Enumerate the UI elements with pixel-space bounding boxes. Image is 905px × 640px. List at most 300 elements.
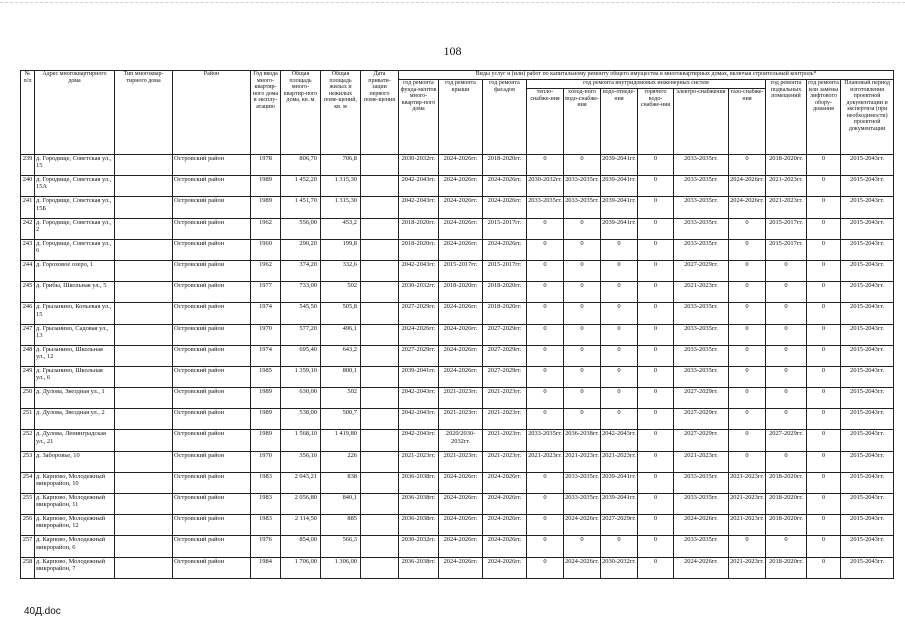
header-services-group: Виды услуг и (или) работ по капитальному ремонту общего имущества в многоквартирных домах, включая строительный контроль* xyxy=(399,71,894,80)
cell-addr: д. Городище, Советская ул., 15 xyxy=(35,155,115,176)
cell-ta: 374,20 xyxy=(281,260,321,281)
cell-ta: 1 452,20 xyxy=(281,176,321,197)
cell-per: 2015-2043гг. xyxy=(841,388,894,409)
cell-pd xyxy=(361,494,399,515)
cell-gas: 0 xyxy=(729,324,766,345)
cell-ta: 1 451,70 xyxy=(281,197,321,218)
cell-elev: 0 xyxy=(807,155,841,176)
cell-type xyxy=(115,324,173,345)
cell-el: 2033-2035гг. xyxy=(674,366,729,387)
cell-heat: 0 xyxy=(527,472,564,493)
cell-el: 2027-2029гг. xyxy=(674,430,729,451)
cell-ra: 1 315,30 xyxy=(321,197,361,218)
cell-ta: 733,00 xyxy=(281,282,321,303)
cell-per: 2015-2043гг. xyxy=(841,345,894,366)
cell-n: 258 xyxy=(21,557,35,578)
cell-elev: 0 xyxy=(807,388,841,409)
cell-fac: 2021-2023гг. xyxy=(483,409,527,430)
cell-sew: 2021-2023гг. xyxy=(601,451,638,472)
cell-ta: 2 056,80 xyxy=(281,494,321,515)
cell-dist: Островский район xyxy=(173,155,251,176)
cell-ra: 199,8 xyxy=(321,239,361,260)
cell-type xyxy=(115,155,173,176)
cell-ta: 556,00 xyxy=(281,218,321,239)
cell-cold: 0 xyxy=(564,260,601,281)
cell-ta: 1 706,00 xyxy=(281,557,321,578)
cell-heat: 0 xyxy=(527,345,564,366)
cell-addr: д. Городище, Советская ул., 6 xyxy=(35,239,115,260)
cell-f: 2042-2043гг. xyxy=(399,430,439,451)
cell-n: 240 xyxy=(21,176,35,197)
cell-el: 2024-2026гг. xyxy=(674,557,729,578)
cell-pd xyxy=(361,430,399,451)
cell-dist: Островский район xyxy=(173,409,251,430)
cell-bas: 2021-2023гг. xyxy=(766,176,807,197)
cell-per: 2015-2043гг. xyxy=(841,515,894,536)
cell-el: 2033-2035гг. xyxy=(674,494,729,515)
cell-bas: 2015-2017гг. xyxy=(766,218,807,239)
cell-pd xyxy=(361,282,399,303)
cell-elev: 0 xyxy=(807,536,841,557)
scan-edge-line xyxy=(0,2,905,4)
cell-el: 2033-2035гг. xyxy=(674,324,729,345)
cell-year: 1974 xyxy=(251,345,281,366)
cell-per: 2015-2043гг. xyxy=(841,239,894,260)
cell-hot: 0 xyxy=(638,472,674,493)
cell-f: 2036-2038гг. xyxy=(399,472,439,493)
cell-type xyxy=(115,197,173,218)
cell-per: 2015-2043гг. xyxy=(841,409,894,430)
cell-ra: 226 xyxy=(321,451,361,472)
cell-n: 254 xyxy=(21,472,35,493)
cell-elev: 0 xyxy=(807,282,841,303)
cell-bas: 0 xyxy=(766,536,807,557)
cell-ta: 545,50 xyxy=(281,303,321,324)
cell-heat: 0 xyxy=(527,324,564,345)
cell-roof: 2024-2026гг. xyxy=(439,557,483,578)
cell-hot: 0 xyxy=(638,324,674,345)
cell-el: 2033-2035гг. xyxy=(674,345,729,366)
cell-cold: 0 xyxy=(564,155,601,176)
cell-gas: 0 xyxy=(729,218,766,239)
cell-n: 241 xyxy=(21,197,35,218)
cell-sew: 2039-2041гг. xyxy=(601,472,638,493)
cell-pd xyxy=(361,536,399,557)
cell-ta: 356,10 xyxy=(281,451,321,472)
cell-heat: 0 xyxy=(527,557,564,578)
cell-type xyxy=(115,176,173,197)
cell-ra: 706,8 xyxy=(321,155,361,176)
cell-f: 2030-2032гг. xyxy=(399,282,439,303)
cell-fac: 2024-2026гг. xyxy=(483,515,527,536)
cell-hot: 0 xyxy=(638,494,674,515)
cell-per: 2015-2043гг. xyxy=(841,494,894,515)
cell-year: 1989 xyxy=(251,176,281,197)
cell-elev: 0 xyxy=(807,515,841,536)
cell-addr: д. Карпово, Молодежный микрорайон, 7 xyxy=(35,557,115,578)
cell-per: 2015-2043гг. xyxy=(841,324,894,345)
cell-fac: 2015-2017гг. xyxy=(483,260,527,281)
cell-roof: 2021-2023гг. xyxy=(439,409,483,430)
cell-el: 2033-2035гг. xyxy=(674,176,729,197)
cell-addr: д. Дулова, Звездная ул., 1 xyxy=(35,388,115,409)
cell-sew: 0 xyxy=(601,324,638,345)
cell-n: 245 xyxy=(21,282,35,303)
cell-ra: 840,1 xyxy=(321,494,361,515)
cell-elev: 0 xyxy=(807,260,841,281)
cell-roof: 2024-2026гг. xyxy=(439,366,483,387)
cell-cold: 0 xyxy=(564,324,601,345)
cell-hot: 0 xyxy=(638,218,674,239)
cell-type xyxy=(115,260,173,281)
table-row xyxy=(21,430,894,451)
table-row xyxy=(21,239,894,260)
cell-el: 2033-2035гг. xyxy=(674,472,729,493)
cell-addr: д. Заборовье, 10 xyxy=(35,451,115,472)
cell-year: 1962 xyxy=(251,218,281,239)
cell-f: 2024-2026гг. xyxy=(399,324,439,345)
header-facade: год ремонта фасадов xyxy=(483,80,527,155)
cell-n: 255 xyxy=(21,494,35,515)
cell-sew: 0 xyxy=(601,260,638,281)
cell-sew: 2042-2043гг. xyxy=(601,430,638,451)
cell-dist: Островский район xyxy=(173,494,251,515)
cell-hot: 0 xyxy=(638,430,674,451)
cell-bas: 2018-2020гг. xyxy=(766,515,807,536)
header-priv-date: Дата привати-зации первого поме-щения xyxy=(361,71,399,155)
cell-bas: 0 xyxy=(766,366,807,387)
cell-fac: 2024-2026гг. xyxy=(483,536,527,557)
cell-hot: 0 xyxy=(638,345,674,366)
cell-elev: 0 xyxy=(807,176,841,197)
cell-el: 2033-2035гг. xyxy=(674,155,729,176)
cell-sew: 2039-2041гг. xyxy=(601,494,638,515)
header-roof: год ремонта крыши xyxy=(439,80,483,155)
cell-ra: 838 xyxy=(321,472,361,493)
cell-sew: 2039-2041гг. xyxy=(601,218,638,239)
table-row xyxy=(21,155,894,176)
cell-heat: 0 xyxy=(527,239,564,260)
cell-pd xyxy=(361,388,399,409)
cell-cold: 2036-2038гг. xyxy=(564,430,601,451)
cell-f: 2021-2023гг. xyxy=(399,451,439,472)
cell-dist: Островский район xyxy=(173,366,251,387)
cell-year: 1983 xyxy=(251,515,281,536)
cell-hot: 0 xyxy=(638,557,674,578)
cell-fac: 2027-2029гг. xyxy=(483,345,527,366)
cell-bas: 2018-2020гг. xyxy=(766,494,807,515)
table-row xyxy=(21,472,894,493)
cell-addr: д. Карпово, Молодежный микрорайон, 11 xyxy=(35,494,115,515)
cell-dist: Островский район xyxy=(173,218,251,239)
table-row xyxy=(21,451,894,472)
cell-ta: 2 043,21 xyxy=(281,472,321,493)
cell-bas: 2021-2023гг. xyxy=(766,197,807,218)
table-row xyxy=(21,366,894,387)
cell-hot: 0 xyxy=(638,239,674,260)
cell-gas: 0 xyxy=(729,536,766,557)
cell-year: 1984 xyxy=(251,557,281,578)
cell-ra: 502 xyxy=(321,388,361,409)
table-row xyxy=(21,197,894,218)
cell-addr: д. Грызанино, Копьевая ул., 15 xyxy=(35,303,115,324)
cell-roof: 2020/2030-2032гг. xyxy=(439,430,483,451)
cell-el: 2021-2023гг. xyxy=(674,282,729,303)
cell-fac: 2024-2026гг. xyxy=(483,239,527,260)
cell-n: 247 xyxy=(21,324,35,345)
header-address: Адрес многоквартирного дома xyxy=(35,71,115,155)
cell-pd xyxy=(361,324,399,345)
cell-dist: Островский район xyxy=(173,176,251,197)
cell-pd xyxy=(361,155,399,176)
cell-roof: 2024-2026гг. xyxy=(439,515,483,536)
cell-pd xyxy=(361,472,399,493)
cell-per: 2015-2043гг. xyxy=(841,155,894,176)
cell-cold: 0 xyxy=(564,303,601,324)
cell-bas: 0 xyxy=(766,409,807,430)
cell-fac: 2021-2023гг. xyxy=(483,388,527,409)
cell-gas: 2021-2023гг. xyxy=(729,472,766,493)
cell-gas: 2021-2023гг. xyxy=(729,494,766,515)
cell-sew: 0 xyxy=(601,239,638,260)
cell-cold: 0 xyxy=(564,409,601,430)
cell-cold: 0 xyxy=(564,239,601,260)
cell-n: 257 xyxy=(21,536,35,557)
cell-bas: 0 xyxy=(766,260,807,281)
cell-sew: 0 xyxy=(601,345,638,366)
cell-pd xyxy=(361,451,399,472)
cell-fac: 2027-2029гг. xyxy=(483,366,527,387)
cell-f: 2042-2043гг. xyxy=(399,197,439,218)
header-hot: горячего водо-снабже-ния xyxy=(638,89,674,155)
cell-addr: д. Городище, Советская ул., 15А xyxy=(35,176,115,197)
cell-fac: 2015-2017гг. xyxy=(483,218,527,239)
cell-gas: 0 xyxy=(729,388,766,409)
cell-roof: 2024-2026гг. xyxy=(439,239,483,260)
cell-per: 2015-2043гг. xyxy=(841,176,894,197)
cell-ra: 502 xyxy=(321,282,361,303)
cell-f: 2027-2029гг. xyxy=(399,345,439,366)
cell-roof: 2021-2023гг. xyxy=(439,388,483,409)
cell-dist: Островский район xyxy=(173,388,251,409)
cell-el: 2027-2029гг. xyxy=(674,388,729,409)
cell-hot: 0 xyxy=(638,176,674,197)
cell-year: 1985 xyxy=(251,366,281,387)
cell-pd xyxy=(361,515,399,536)
cell-ta: 1 359,10 xyxy=(281,366,321,387)
cell-type xyxy=(115,345,173,366)
cell-addr: д. Грызанино, Школьная ул., 6 xyxy=(35,366,115,387)
cell-pd xyxy=(361,176,399,197)
cell-pd xyxy=(361,557,399,578)
capital-repair-table xyxy=(20,70,894,579)
header-num: № п/п xyxy=(21,71,35,155)
table-row xyxy=(21,536,894,557)
cell-sew: 2027-2029гг. xyxy=(601,515,638,536)
cell-addr: д. Карпово, Молодежный микрорайон, 12 xyxy=(35,515,115,536)
cell-n: 250 xyxy=(21,388,35,409)
cell-elev: 0 xyxy=(807,409,841,430)
cell-cold: 2024-2026гг. xyxy=(564,557,601,578)
cell-n: 253 xyxy=(21,451,35,472)
cell-year: 1983 xyxy=(251,472,281,493)
cell-hot: 0 xyxy=(638,409,674,430)
cell-year: 1974 xyxy=(251,303,281,324)
cell-n: 251 xyxy=(21,409,35,430)
cell-elev: 0 xyxy=(807,303,841,324)
cell-n: 242 xyxy=(21,218,35,239)
cell-heat: 2030-2032гг. xyxy=(527,176,564,197)
cell-f: 2042-2043гг. xyxy=(399,176,439,197)
cell-hot: 0 xyxy=(638,366,674,387)
cell-pd xyxy=(361,366,399,387)
cell-per: 2015-2043гг. xyxy=(841,536,894,557)
cell-type xyxy=(115,494,173,515)
cell-heat: 0 xyxy=(527,366,564,387)
cell-pd xyxy=(361,260,399,281)
cell-dist: Островский район xyxy=(173,282,251,303)
cell-heat: 0 xyxy=(527,388,564,409)
cell-ta: 695,40 xyxy=(281,345,321,366)
cell-sew: 2039-2041гг. xyxy=(601,176,638,197)
header-basement: год ремонта подвальных помещений xyxy=(766,80,807,155)
cell-gas: 2024-2026гг. xyxy=(729,176,766,197)
cell-f: 2030-2032гг. xyxy=(399,536,439,557)
cell-heat: 2033-2035гг. xyxy=(527,197,564,218)
table-body xyxy=(21,155,894,579)
header-engineering-group: год ремонта внутридомовых инженерных систем xyxy=(527,80,766,89)
cell-sew: 0 xyxy=(601,366,638,387)
cell-gas: 0 xyxy=(729,155,766,176)
cell-roof: 2024-2026гг. xyxy=(439,197,483,218)
cell-year: 1977 xyxy=(251,282,281,303)
cell-ta: 538,00 xyxy=(281,409,321,430)
cell-elev: 0 xyxy=(807,366,841,387)
cell-bas: 2018-2020гг. xyxy=(766,472,807,493)
cell-dist: Островский район xyxy=(173,430,251,451)
cell-roof: 2024-2026гг. xyxy=(439,536,483,557)
cell-roof: 2021-2023гг. xyxy=(439,451,483,472)
header-total-area: Общая площадь много-квартир-ного дома, кв. м xyxy=(281,71,321,155)
cell-sew: 0 xyxy=(601,536,638,557)
table-row xyxy=(21,494,894,515)
header-heat: тепло-снабже-ния xyxy=(527,89,564,155)
table-row xyxy=(21,345,894,366)
cell-gas: 2024-2026гг. xyxy=(729,197,766,218)
cell-n: 244 xyxy=(21,260,35,281)
cell-type xyxy=(115,239,173,260)
cell-hot: 0 xyxy=(638,515,674,536)
cell-elev: 0 xyxy=(807,218,841,239)
cell-el: 2033-2035гг. xyxy=(674,536,729,557)
cell-f: 2042-2043гг. xyxy=(399,388,439,409)
cell-ta: 854,00 xyxy=(281,536,321,557)
cell-hot: 0 xyxy=(638,536,674,557)
cell-heat: 0 xyxy=(527,303,564,324)
cell-f: 2027-2029гг. xyxy=(399,303,439,324)
cell-pd xyxy=(361,303,399,324)
cell-fac: 2024-2026гг. xyxy=(483,557,527,578)
cell-dist: Островский район xyxy=(173,557,251,578)
cell-pd xyxy=(361,239,399,260)
cell-year: 1962 xyxy=(251,260,281,281)
cell-addr: д. Дулова, Звездная ул., 2 xyxy=(35,409,115,430)
cell-dist: Островский район xyxy=(173,324,251,345)
cell-heat: 0 xyxy=(527,155,564,176)
cell-year: 1983 xyxy=(251,494,281,515)
cell-year: 1989 xyxy=(251,388,281,409)
cell-year: 1960 xyxy=(251,239,281,260)
cell-ra: 500,7 xyxy=(321,409,361,430)
cell-dist: Островский район xyxy=(173,197,251,218)
header-elevator: год ремонта или замены лифтового обору-дования xyxy=(807,80,841,155)
cell-ra: 505,8 xyxy=(321,303,361,324)
cell-bas: 0 xyxy=(766,282,807,303)
cell-dist: Островский район xyxy=(173,260,251,281)
cell-ta: 630,00 xyxy=(281,388,321,409)
cell-el: 2027-2029гг. xyxy=(674,409,729,430)
cell-cold: 2033-2035гг. xyxy=(564,197,601,218)
cell-hot: 0 xyxy=(638,451,674,472)
table-row xyxy=(21,409,894,430)
cell-cold: 2033-2035гг. xyxy=(564,472,601,493)
cell-roof: 2015-2017гг. xyxy=(439,260,483,281)
table-row xyxy=(21,282,894,303)
cell-gas: 0 xyxy=(729,303,766,324)
cell-gas: 0 xyxy=(729,345,766,366)
cell-f: 2042-2043гг. xyxy=(399,409,439,430)
cell-sew: 2039-2041гг. xyxy=(601,155,638,176)
cell-dist: Островский район xyxy=(173,451,251,472)
cell-type xyxy=(115,557,173,578)
cell-addr: д. Карпово, Молодежный микрорайон, 6 xyxy=(35,536,115,557)
table-row xyxy=(21,515,894,536)
cell-hot: 0 xyxy=(638,197,674,218)
cell-n: 249 xyxy=(21,366,35,387)
cell-cold: 0 xyxy=(564,218,601,239)
cell-el: 2033-2035гг. xyxy=(674,303,729,324)
cell-n: 243 xyxy=(21,239,35,260)
header-foundation: год ремонта фунда-ментов много-квартир-ного дома xyxy=(399,80,439,155)
cell-addr: д. Грызанино, Садовая ул., 13 xyxy=(35,324,115,345)
cell-roof: 2024-2026гг. xyxy=(439,155,483,176)
cell-heat: 0 xyxy=(527,282,564,303)
cell-year: 1989 xyxy=(251,430,281,451)
cell-hot: 0 xyxy=(638,260,674,281)
cell-roof: 2024-2026гг. xyxy=(439,494,483,515)
header-gas: газо-снабже-ния xyxy=(729,89,766,155)
cell-gas: 0 xyxy=(729,451,766,472)
cell-n: 256 xyxy=(21,515,35,536)
cell-elev: 0 xyxy=(807,345,841,366)
cell-per: 2015-2043гг. xyxy=(841,197,894,218)
cell-per: 2015-2043гг. xyxy=(841,282,894,303)
cell-elev: 0 xyxy=(807,494,841,515)
cell-type xyxy=(115,472,173,493)
cell-gas: 0 xyxy=(729,282,766,303)
footer-filename: 40Д.doc xyxy=(24,606,61,617)
header-type: Тип многоквар-тирного дома xyxy=(115,71,173,155)
header-cold: холод-ного водо-снабже-ния xyxy=(564,89,601,155)
cell-per: 2015-2043гг. xyxy=(841,430,894,451)
cell-dist: Островский район xyxy=(173,536,251,557)
cell-roof: 2024-2026гг. xyxy=(439,345,483,366)
cell-per: 2015-2043гг. xyxy=(841,366,894,387)
cell-gas: 0 xyxy=(729,239,766,260)
cell-f: 2042-2043гг. xyxy=(399,260,439,281)
cell-per: 2015-2043гг. xyxy=(841,260,894,281)
cell-year: 1970 xyxy=(251,451,281,472)
